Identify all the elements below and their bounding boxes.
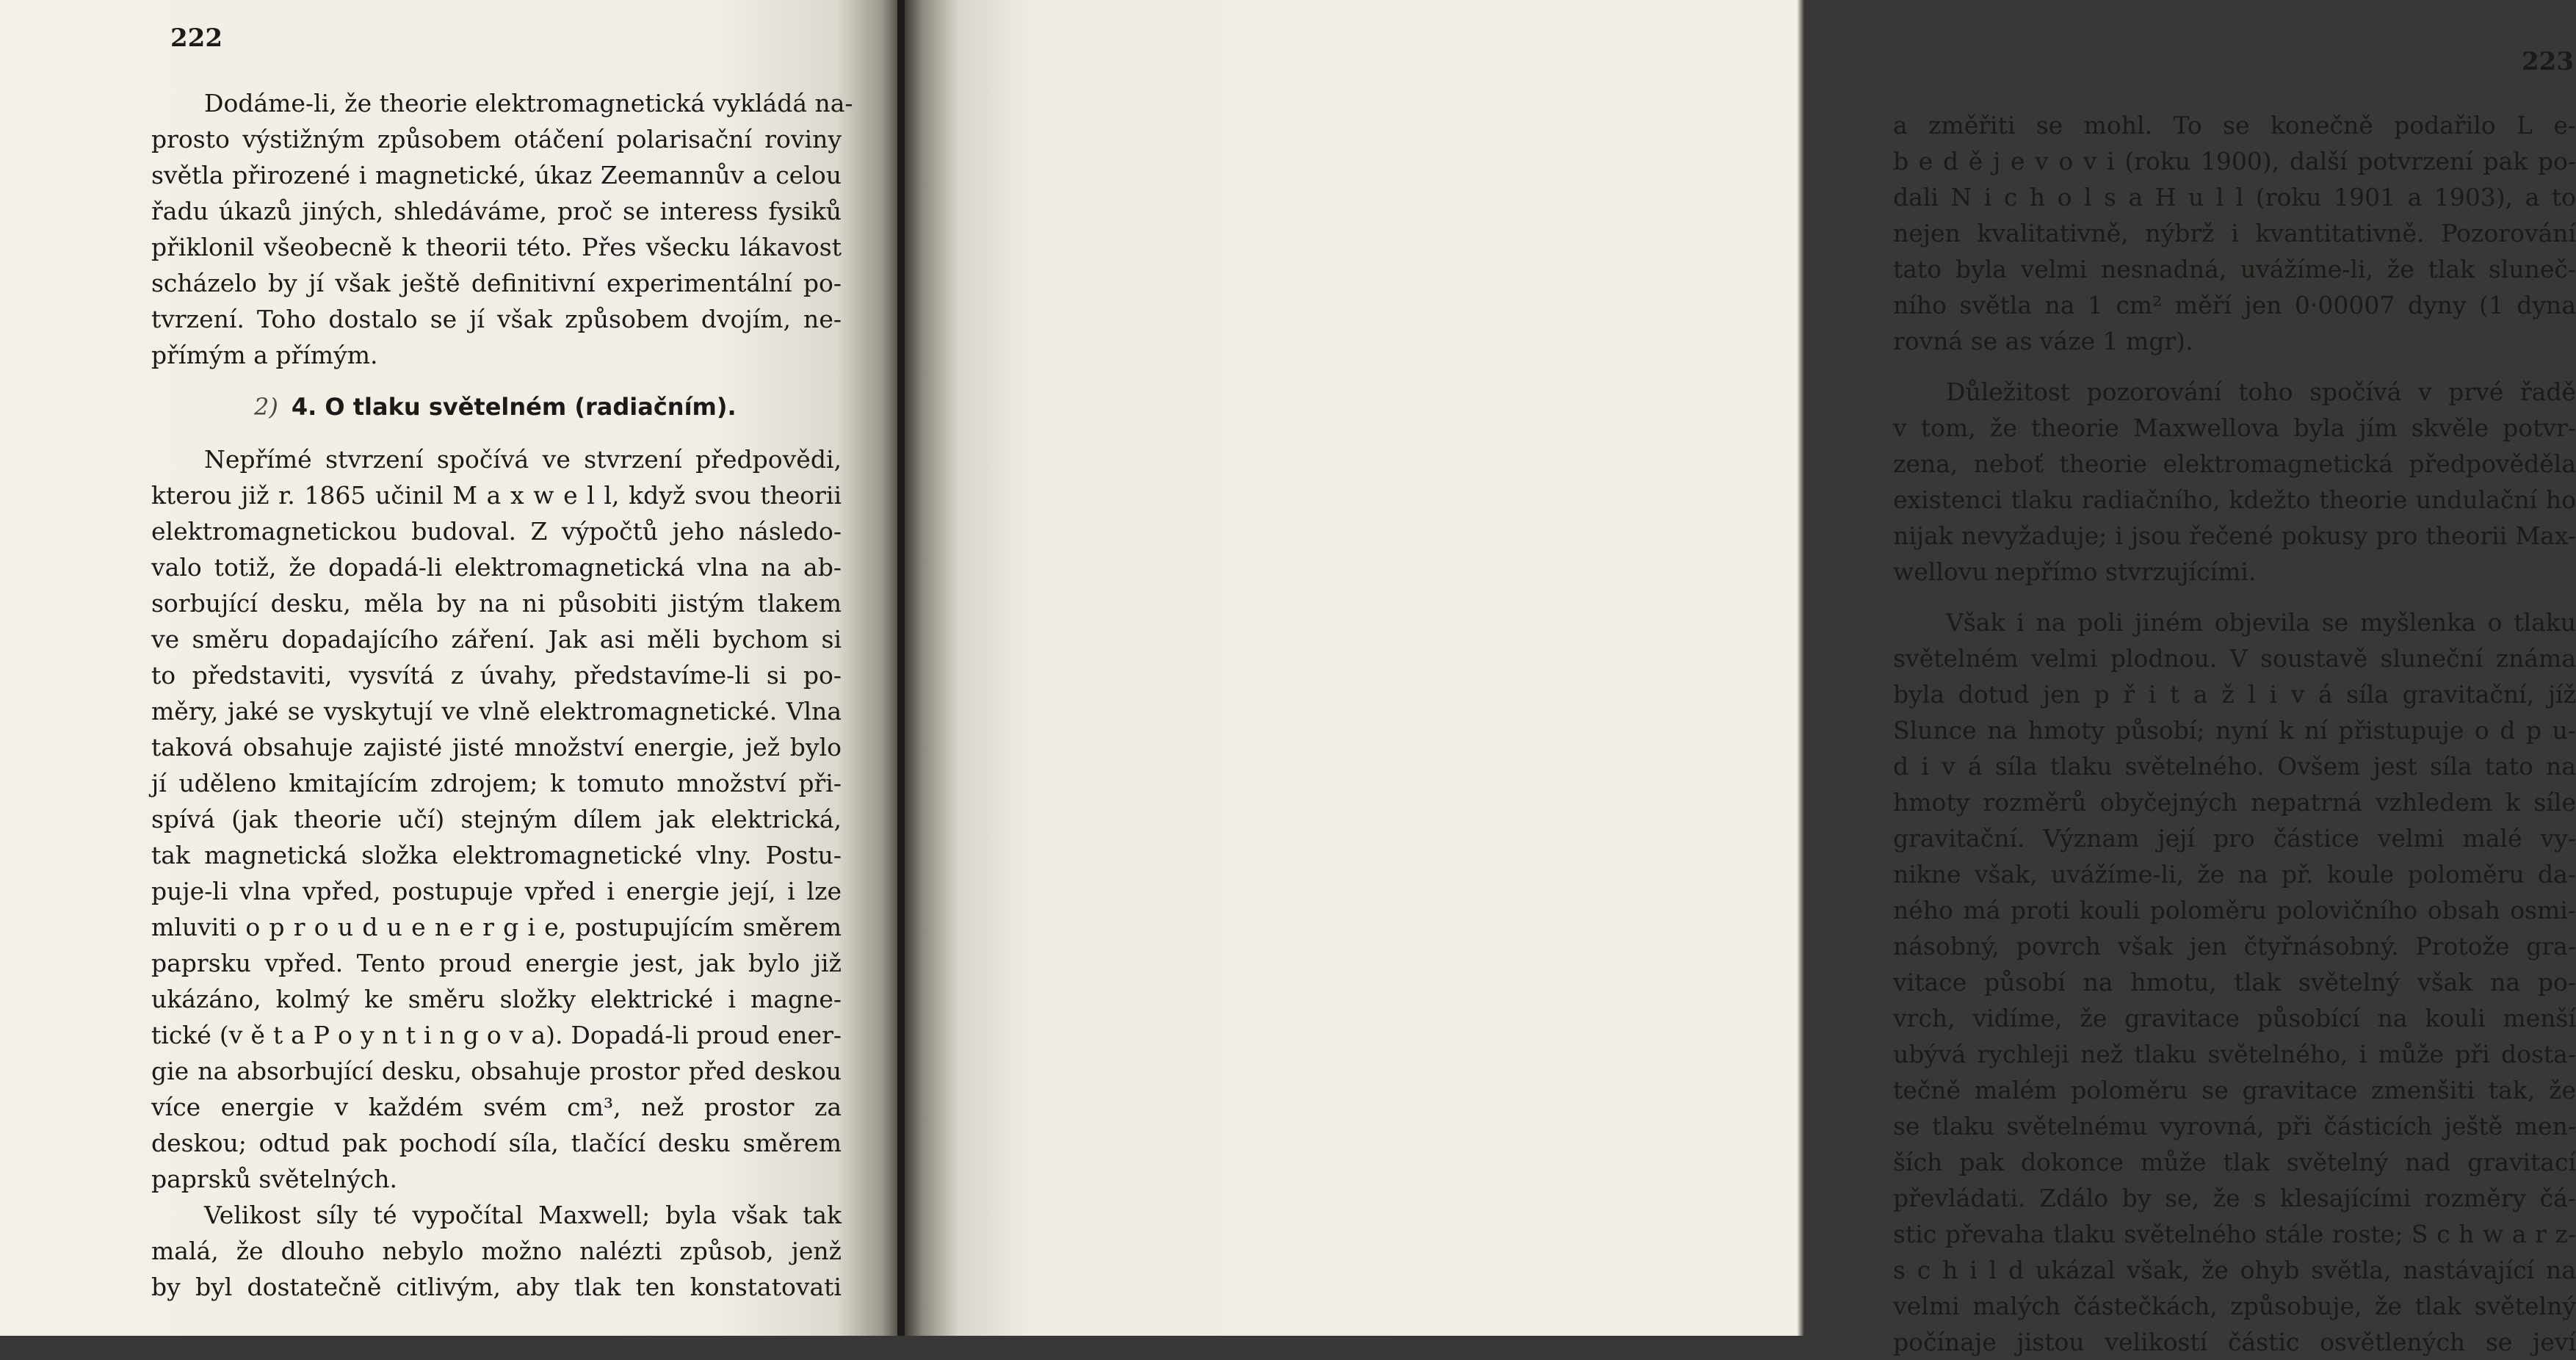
- text-line: vitace působí na hmotu, tlak světelný však na po-: [1893, 968, 2576, 997]
- text-line: deskou; odtud pak pochodí síla, tlačící desku směrem: [151, 1129, 842, 1157]
- text-line: nijak nevyžaduje; i jsou řečené pokusy pro theorii Max-: [1893, 521, 2576, 550]
- text-line: valo totiž, že dopadá-li elektromagnetická vlna na ab-: [151, 553, 842, 582]
- text-line: Nepřímé stvrzení spočívá ve stvrzení předpovědi,: [204, 445, 842, 474]
- section-heading-text: 4. O tlaku světelném (radiačním).: [291, 393, 737, 421]
- text-line: gie na absorbující desku, obsahuje prostor před deskou: [151, 1057, 842, 1085]
- text-line: Slunce na hmoty působí; nyní k ní přistupuje o d p u-: [1893, 716, 2576, 745]
- text-line: počínaje jistou velikostí částic osvětlených se jeví: [1893, 1328, 2576, 1356]
- text-line: taková obsahuje zajisté jisté množství energie, jež bylo: [151, 733, 842, 762]
- text-line: Dodáme-li, že theorie elektromagnetická vykládá na-: [204, 89, 853, 117]
- text-line: a změřiti se mohl. To se konečně podařilo L e-: [1893, 111, 2576, 140]
- text-line: wellovu nepřímo stvrzujícími.: [1893, 557, 2257, 586]
- text-line: spívá (jak theorie učí) stejným dílem jak elektrická,: [151, 805, 842, 833]
- text-line: měry, jaké se vyskytují ve vlně elektromagnetické. Vlna: [151, 697, 842, 726]
- text-line: tečně malém poloměru se gravitace zmenšiti tak, že: [1893, 1076, 2576, 1104]
- left-page-text: [151, 85, 853, 1305]
- left-paragraph-2: [151, 441, 842, 1197]
- left-page: [0, 0, 900, 1336]
- text-line: řadu úkazů jiných, shledáváme, proč se interess fysiků: [151, 197, 842, 225]
- text-line: přiklonil všeobecně k theorii této. Přes všecku lákavost: [151, 233, 842, 261]
- paragraph-gap: [1893, 359, 2576, 374]
- text-line: Však i na poli jiném objevila se myšlenka o tlaku: [1946, 608, 2576, 637]
- paragraph-gap: [1893, 590, 2576, 604]
- text-line: stic převaha tlaku světelného stále roste; S c h w a r z-: [1893, 1220, 2576, 1248]
- text-line: tak magnetická složka elektromagnetické vlny. Postu-: [151, 841, 842, 869]
- text-line: v tom, že theorie Maxwellova byla jím skvěle potvr-: [1893, 413, 2576, 442]
- text-line: paprsku vpřed. Tento proud energie jest, jak bylo již: [151, 949, 842, 977]
- text-line: hmoty rozměrů obyčejných nepatrná vzhledem k síle: [1893, 788, 2576, 817]
- text-line: to představiti, vysvítá z úvahy, představíme-li si po-: [151, 661, 842, 690]
- text-line: tvrzení. Toho dostalo se jí však způsobem dvojím, ne-: [151, 305, 842, 333]
- right-page: [905, 0, 2576, 1356]
- text-line: sorbující desku, měla by na ni působiti jistým tlakem: [151, 589, 842, 618]
- text-line: rovná se as váze 1 mgr).: [1893, 327, 2193, 355]
- text-line: ukázáno, kolmý ke směru složky elektrické i magne-: [151, 985, 842, 1013]
- text-line: přímým a přímým.: [151, 341, 378, 369]
- text-line: scházelo by jí však ještě definitivní experimentální po-: [151, 269, 842, 297]
- text-line: více energie v každém svém cm³, než prostor za: [151, 1093, 842, 1121]
- text-line: ších pak dokonce může tlak světelný nad gravitací: [1893, 1148, 2576, 1176]
- margin-note: 2): [254, 393, 278, 421]
- left-paragraph-1: [151, 85, 853, 373]
- page-number-right: 223: [2522, 47, 2574, 76]
- text-line: malá, že dlouho nebylo možno nalézti způsob, jenž: [151, 1237, 842, 1265]
- text-line: jí uděleno kmitajícím zdrojem; k tomuto množství při-: [151, 769, 842, 797]
- text-line: tato byla velmi nesnadná, uvážíme-li, že tlak sluneč-: [1893, 255, 2576, 283]
- text-line: by byl dostatečně citlivým, aby tlak ten konstatovati: [151, 1273, 842, 1301]
- text-line: Velikost síly té vypočítal Maxwell; byla však tak: [204, 1201, 842, 1229]
- right-page-text: [1893, 107, 2576, 1360]
- text-line: se tlaku světelnému vyrovná, při částicích ještě men-: [1893, 1112, 2576, 1140]
- section-heading: [151, 389, 842, 425]
- text-line: kterou již r. 1865 učinil M a x w e l l, když svou theorii: [151, 481, 842, 510]
- text-line: násobný, povrch však jen čtyřnásobný. Protože gra-: [1893, 932, 2576, 961]
- text-line: světelném velmi plodnou. V soustavě sluneční známa: [1893, 644, 2576, 673]
- text-line: s c h i l d ukázal však, že ohyb světla, nastávající na: [1893, 1256, 2576, 1284]
- page-number-left: 222: [170, 23, 222, 53]
- text-line: ného má proti kouli poloměru polovičního obsah osmi-: [1893, 896, 2576, 925]
- text-line: převládati. Zdálo by se, že s klesajícími rozměry čá-: [1893, 1184, 2576, 1212]
- text-line: dali N i c h o l s a H u l l (roku 1901 a 1903), a to: [1893, 183, 2576, 211]
- text-line: puje-li vlna vpřed, postupuje vpřed i energie její, i lze: [151, 877, 842, 905]
- text-line: ubývá rychleji než tlaku světelného, i může při dosta-: [1893, 1040, 2576, 1068]
- text-line: mluviti o p r o u d u e n e r g i e, postupujícím směrem: [151, 913, 842, 941]
- text-line: existenci tlaku radiačního, kdežto theorie undulační ho: [1893, 485, 2576, 514]
- page-edge: [1797, 0, 1804, 1336]
- text-line: b e d ě j e v o v i (roku 1900), další potvrzení pak po-: [1893, 147, 2576, 176]
- text-line: d i v á síla tlaku světelného. Ovšem jest síla tato na: [1893, 752, 2576, 781]
- text-line: nikne však, uvážíme-li, že na př. koule poloměru da-: [1893, 860, 2576, 889]
- text-line: byla dotud jen p ř i t a ž l i v á síla gravitační, jíž: [1893, 680, 2576, 709]
- text-line: ve směru dopadajícího záření. Jak asi měli bychom si: [151, 625, 842, 654]
- text-line: nejen kvalitativně, nýbrž i kvantitativně. Pozorování: [1893, 219, 2576, 247]
- text-line: prosto výstižným způsobem otáčení polarisační roviny: [151, 125, 842, 153]
- text-line: elektromagnetickou budoval. Z výpočtů jeho následo-: [151, 517, 842, 546]
- text-line: zena, neboť theorie elektromagnetická předpověděla: [1893, 449, 2576, 478]
- text-line: tické (v ě t a P o y n t i n g o v a). Dopadá-li proud ener-: [151, 1021, 842, 1049]
- text-line: ního světla na 1 cm² měří jen 0·00007 dyny (1 dyna: [1893, 291, 2576, 319]
- text-line: Důležitost pozorování toho spočívá v prvé řadě: [1946, 377, 2576, 406]
- text-line: paprsků světelných.: [151, 1165, 397, 1193]
- right-paragraph-2: [1893, 374, 2576, 590]
- text-line: světla přirozené i magnetické, úkaz Zeemannův a celou: [151, 161, 842, 189]
- text-line: vrch, vidíme, že gravitace působící na kouli menší: [1893, 1004, 2576, 1032]
- text-line: gravitační. Význam její pro částice velmi malé vy-: [1893, 824, 2576, 853]
- right-paragraph-3: [1893, 604, 2576, 1360]
- left-paragraph-3: [151, 1197, 842, 1305]
- right-paragraph-1: [1893, 107, 2576, 359]
- text-line: velmi malých částečkách, způsobuje, že tlak světelný: [1893, 1292, 2576, 1320]
